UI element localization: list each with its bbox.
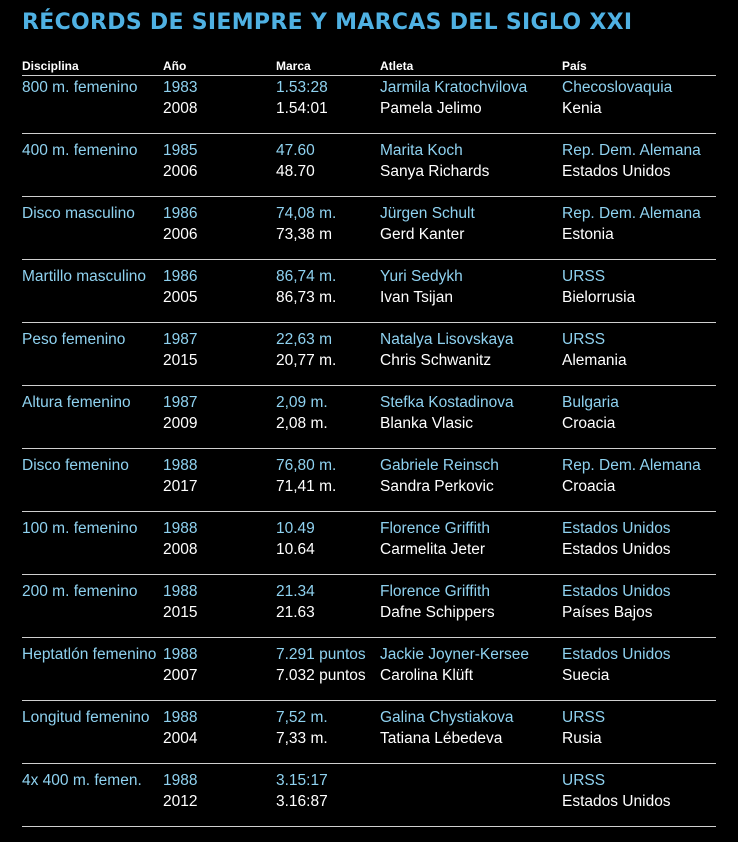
discipline-cell: 800 m. femenino <box>22 79 138 96</box>
country-cell: URSS <box>562 268 606 285</box>
country-cell: Bielorrusia <box>562 289 636 306</box>
table-row-current <box>22 728 716 749</box>
table-row-record <box>22 266 716 287</box>
country-cell: Estados Unidos <box>562 583 671 600</box>
mark-cell: 7.032 puntos <box>276 667 366 684</box>
athlete-cell: Pamela Jelimo <box>380 100 482 117</box>
mark-cell: 3.16:87 <box>276 793 328 810</box>
discipline-cell: Peso femenino <box>22 331 126 348</box>
record-group <box>22 644 716 707</box>
country-cell: Estados Unidos <box>562 646 671 663</box>
year-cell: 1988 <box>163 772 198 789</box>
table-row-record <box>22 581 716 602</box>
header-disciplina: Disciplina <box>22 59 79 73</box>
table-row-record <box>22 455 716 476</box>
table-row-current <box>22 791 716 812</box>
mark-cell: 3.15:17 <box>276 772 328 789</box>
country-cell: Rep. Dem. Alemana <box>562 142 701 159</box>
table-row-current <box>22 350 716 371</box>
header-anio: Año <box>163 59 187 73</box>
mark-cell: 74,08 m. <box>276 205 337 222</box>
table-row-current <box>22 413 716 434</box>
header-marca: Marca <box>276 59 311 73</box>
year-cell: 1985 <box>163 142 198 159</box>
table-row-record <box>22 707 716 728</box>
country-cell: Estados Unidos <box>562 520 671 537</box>
mark-cell: 86,73 m. <box>276 289 337 306</box>
athlete-cell: Florence Griffith <box>380 583 490 600</box>
table-row-record <box>22 203 716 224</box>
athlete-cell: Tatiana Lébedeva <box>380 730 503 747</box>
athlete-cell: Blanka Vlasic <box>380 415 474 432</box>
year-cell: 1988 <box>163 709 198 726</box>
row-divider <box>22 700 716 701</box>
country-cell: Checoslovaquia <box>562 79 673 96</box>
table-row-record <box>22 329 716 350</box>
country-cell: Croacia <box>562 415 616 432</box>
record-group <box>22 77 716 140</box>
mark-cell: 2,08 m. <box>276 415 328 432</box>
table-row-current <box>22 476 716 497</box>
year-cell: 1987 <box>163 394 198 411</box>
discipline-cell: 200 m. femenino <box>22 583 138 600</box>
athlete-cell: Jarmila Kratochvilova <box>380 79 528 96</box>
country-cell: Rep. Dem. Alemana <box>562 205 701 222</box>
table-row-record <box>22 644 716 665</box>
table-row-current <box>22 287 716 308</box>
row-divider <box>22 826 716 827</box>
year-cell: 1986 <box>163 205 198 222</box>
year-cell: 1988 <box>163 646 198 663</box>
mark-cell: 86,74 m. <box>276 268 337 285</box>
year-cell: 2008 <box>163 541 198 558</box>
athlete-cell: Sandra Perkovic <box>380 478 494 495</box>
country-cell: URSS <box>562 772 606 789</box>
athlete-cell: Florence Griffith <box>380 520 490 537</box>
year-cell: 2004 <box>163 730 198 747</box>
year-cell: 1988 <box>163 583 198 600</box>
row-divider <box>22 259 716 260</box>
athlete-cell: Jürgen Schult <box>380 205 475 222</box>
athlete-cell: Dafne Schippers <box>380 604 495 621</box>
year-cell: 2007 <box>163 667 198 684</box>
discipline-cell: Longitud femenino <box>22 709 150 726</box>
table-row-record <box>22 392 716 413</box>
athlete-cell: Sanya Richards <box>380 163 490 180</box>
record-group <box>22 329 716 392</box>
row-divider <box>22 763 716 764</box>
table-row-record <box>22 77 716 98</box>
row-divider <box>22 448 716 449</box>
row-divider <box>22 385 716 386</box>
record-group <box>22 203 716 266</box>
country-cell: Estados Unidos <box>562 793 671 810</box>
discipline-cell: 400 m. femenino <box>22 142 138 159</box>
mark-cell: 10.49 <box>276 520 315 537</box>
year-cell: 1987 <box>163 331 198 348</box>
year-cell: 2015 <box>163 604 198 621</box>
record-group <box>22 140 716 203</box>
country-cell: Kenia <box>562 100 602 117</box>
country-cell: Estados Unidos <box>562 541 671 558</box>
mark-cell: 47.60 <box>276 142 315 159</box>
year-cell: 1986 <box>163 268 198 285</box>
mark-cell: 22,63 m <box>276 331 333 348</box>
country-cell: Países Bajos <box>562 604 653 621</box>
table-row-record <box>22 770 716 791</box>
table-row-current <box>22 161 716 182</box>
record-group <box>22 392 716 455</box>
year-cell: 2006 <box>163 163 198 180</box>
athlete-cell: Marita Koch <box>380 142 463 159</box>
page-title: RÉCORDS DE SIEMPRE Y MARCAS DEL SIGLO XXI <box>22 10 633 35</box>
mark-cell: 48.70 <box>276 163 315 180</box>
table-row-record <box>22 518 716 539</box>
discipline-cell: 100 m. femenino <box>22 520 138 537</box>
year-cell: 1988 <box>163 457 198 474</box>
mark-cell: 21.63 <box>276 604 315 621</box>
country-cell: Suecia <box>562 667 610 684</box>
row-divider <box>22 574 716 575</box>
year-cell: 2009 <box>163 415 198 432</box>
discipline-cell: Martillo masculino <box>22 268 147 285</box>
athlete-cell: Carmelita Jeter <box>380 541 486 558</box>
athlete-cell: Stefka Kostadinova <box>380 394 514 411</box>
row-divider <box>22 196 716 197</box>
athlete-cell: Chris Schwanitz <box>380 352 492 369</box>
country-cell: Croacia <box>562 478 616 495</box>
mark-cell: 2,09 m. <box>276 394 328 411</box>
year-cell: 2005 <box>163 289 198 306</box>
athlete-cell: Gerd Kanter <box>380 226 465 243</box>
mark-cell: 76,80 m. <box>276 457 337 474</box>
discipline-cell: Disco masculino <box>22 205 135 222</box>
country-cell: URSS <box>562 709 606 726</box>
discipline-cell: Disco femenino <box>22 457 129 474</box>
discipline-cell: 4x 400 m. femen. <box>22 772 142 789</box>
mark-cell: 7,33 m. <box>276 730 328 747</box>
year-cell: 1988 <box>163 520 198 537</box>
mark-cell: 7.291 puntos <box>276 646 366 663</box>
header-pais: País <box>562 59 587 73</box>
discipline-cell: Altura femenino <box>22 394 131 411</box>
year-cell: 2006 <box>163 226 198 243</box>
athlete-cell: Yuri Sedykh <box>380 268 463 285</box>
mark-cell: 73,38 m <box>276 226 333 243</box>
athlete-cell: Natalya Lisovskaya <box>380 331 514 348</box>
athlete-cell: Gabriele Reinsch <box>380 457 499 474</box>
year-cell: 1983 <box>163 79 198 96</box>
mark-cell: 21.34 <box>276 583 315 600</box>
country-cell: Estonia <box>562 226 614 243</box>
country-cell: URSS <box>562 331 606 348</box>
table-row-current <box>22 665 716 686</box>
table-row-current <box>22 602 716 623</box>
record-group <box>22 581 716 644</box>
mark-cell: 10.64 <box>276 541 315 558</box>
record-group <box>22 707 716 770</box>
year-cell: 2017 <box>163 478 198 495</box>
header-atleta: Atleta <box>380 59 414 73</box>
athlete-cell: Carolina Klüft <box>380 667 474 684</box>
table-row-current <box>22 224 716 245</box>
athlete-cell: Jackie Joyner-Kersee <box>380 646 530 663</box>
country-cell: Alemania <box>562 352 627 369</box>
athlete-cell: Ivan Tsijan <box>380 289 453 306</box>
row-divider <box>22 133 716 134</box>
mark-cell: 1.54:01 <box>276 100 328 117</box>
country-cell: Bulgaria <box>562 394 619 411</box>
record-group <box>22 770 716 833</box>
year-cell: 2008 <box>163 100 198 117</box>
record-group <box>22 455 716 518</box>
table-row-current <box>22 98 716 119</box>
mark-cell: 71,41 m. <box>276 478 337 495</box>
country-cell: Rep. Dem. Alemana <box>562 457 701 474</box>
country-cell: Estados Unidos <box>562 163 671 180</box>
table-header <box>22 59 716 76</box>
mark-cell: 7,52 m. <box>276 709 328 726</box>
row-divider <box>22 637 716 638</box>
row-divider <box>22 511 716 512</box>
table-row-current <box>22 539 716 560</box>
year-cell: 2012 <box>163 793 198 810</box>
record-group <box>22 266 716 329</box>
mark-cell: 20,77 m. <box>276 352 337 369</box>
mark-cell: 1.53:28 <box>276 79 328 96</box>
record-group <box>22 518 716 581</box>
year-cell: 2015 <box>163 352 198 369</box>
discipline-cell: Heptatlón femenino <box>22 646 157 663</box>
row-divider <box>22 322 716 323</box>
table-row-record <box>22 140 716 161</box>
country-cell: Rusia <box>562 730 602 747</box>
athlete-cell: Galina Chystiakova <box>380 709 514 726</box>
